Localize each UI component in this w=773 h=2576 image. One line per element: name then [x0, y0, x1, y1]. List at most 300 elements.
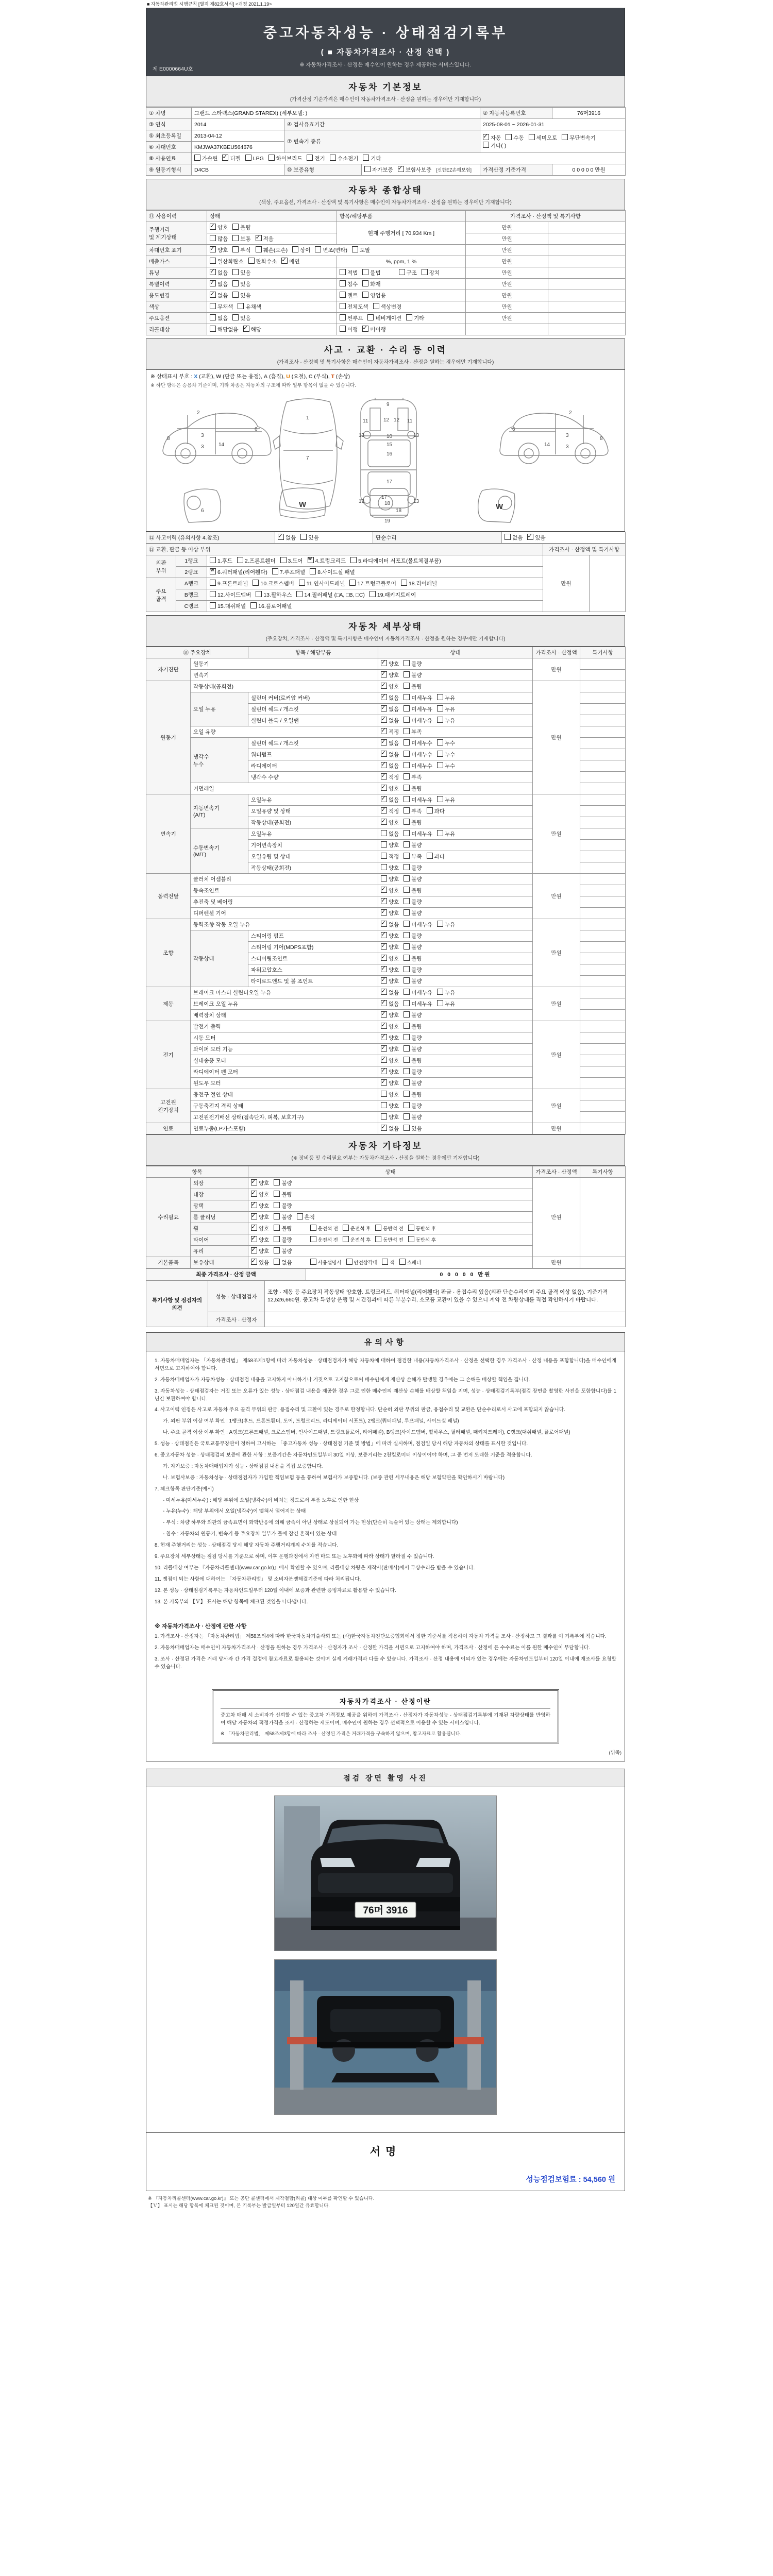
remark-cell	[580, 976, 626, 987]
item-options	[337, 324, 466, 335]
unchecked-checkbox	[310, 1259, 316, 1265]
checkbox-option: 가솔린	[194, 155, 217, 162]
unchecked-checkbox	[404, 717, 410, 723]
table-row	[146, 987, 626, 998]
checkbox-option: ✓ 양호	[251, 1213, 269, 1221]
svg-text:6: 6	[255, 427, 258, 432]
unchecked-checkbox	[404, 762, 410, 768]
back-page-marker: (뒤쪽)	[609, 1750, 621, 1756]
detail-status-table	[146, 647, 626, 1134]
checkbox-option: 불량	[404, 1068, 422, 1076]
svg-text:2: 2	[197, 410, 200, 416]
item-label: 추진축 및 베어링	[191, 896, 378, 908]
checkbox-option: 흔적	[297, 1213, 315, 1221]
notices-body	[146, 1351, 625, 1617]
field-label: ④ 검사유효기간	[284, 119, 480, 130]
item-label: 라디에이터 팬 모터	[191, 1066, 378, 1078]
checked-checkbox	[251, 1191, 257, 1197]
checkbox-option: 해당없음	[210, 326, 239, 333]
checked-checkbox	[251, 1247, 257, 1253]
state-options	[378, 851, 533, 862]
unchecked-checkbox	[364, 166, 371, 172]
checkbox-option: 있음	[232, 314, 250, 322]
inspection-photo-underbody	[274, 1959, 497, 2115]
status-code-letter: W	[216, 374, 222, 380]
checked-checkbox	[381, 966, 387, 972]
price-cell: 만원	[466, 245, 548, 256]
unchecked-checkbox	[404, 1079, 410, 1086]
item-label: 냉각수 수량	[248, 772, 378, 783]
price-cell: 만원	[533, 658, 580, 681]
state-options	[378, 942, 533, 953]
unchecked-checkbox	[210, 591, 216, 597]
remark-cell	[580, 692, 626, 704]
checkbox-option: 불량	[404, 1045, 422, 1053]
checkbox-option: 양호	[381, 1091, 399, 1098]
state-options	[378, 1066, 533, 1078]
unchecked-checkbox	[381, 864, 387, 870]
svg-text:3: 3	[201, 444, 204, 450]
checkbox-option: 동반석 후	[408, 1225, 436, 1232]
unchecked-checkbox	[437, 989, 443, 995]
remark-cell	[580, 885, 626, 896]
state-options	[378, 1089, 533, 1100]
notice-paragraph: 7. 체크항목 판단기준(예시)	[155, 1486, 214, 1492]
checked-checkbox	[243, 326, 249, 332]
remark-cell	[580, 817, 626, 828]
item-label: 작동상태(공회전)	[191, 681, 378, 692]
checkbox-option: ✓ 없음	[381, 762, 399, 770]
table-row	[146, 279, 626, 290]
remark-cell	[580, 783, 626, 794]
state-options	[207, 301, 337, 313]
remark-cell	[548, 233, 626, 245]
checked-checkbox	[210, 280, 216, 286]
checkbox-option: 3.도어	[280, 557, 303, 565]
remark-cell	[580, 1021, 626, 1032]
col-header: 항목 / 해당부품	[248, 647, 378, 658]
unchecked-checkbox	[529, 134, 535, 140]
form-reference: ■ 자동차관리법 시행규칙 [별지 제82호서식] <개정 2021.1.19>	[147, 2, 272, 7]
unchecked-checkbox	[404, 864, 410, 870]
checked-checkbox	[210, 269, 216, 275]
checkbox-option: 동반석 전	[375, 1225, 403, 1232]
rank-items	[207, 589, 543, 601]
checkbox-option: W 6.쿼터패널(리어휀다)	[210, 568, 267, 576]
checkbox-option: 불량	[404, 819, 422, 826]
final-price-table	[146, 1268, 626, 1280]
unchecked-checkbox	[404, 1057, 410, 1063]
price-notice-paragraph: 1. 가격조사 · 산정자는 「자동차관리법」 제58조의4에 따라 한국자동차기술사회 또는 (사)한국자동차진단보증협회에서 정한 기준서를 적용하여 자동차 가격을 조사 · 산정하고 그 결과를 이 기록부에 적습니다.	[155, 1634, 607, 1640]
unchecked-checkbox	[343, 1236, 349, 1242]
checkbox-option: 부족	[404, 728, 422, 736]
checkbox-option: 부식	[232, 246, 250, 254]
unchecked-checkbox	[300, 534, 307, 540]
state-options	[248, 1223, 533, 1234]
unchecked-checkbox	[381, 1091, 387, 1097]
svg-text:12: 12	[383, 417, 390, 423]
remark-cell	[580, 1257, 626, 1268]
item-options	[337, 267, 466, 279]
svg-text:13: 13	[413, 433, 419, 438]
col-header: ⑬ 교환, 판금 등 이상 부위	[146, 544, 543, 555]
table-row	[146, 245, 626, 256]
checkbox-option: 네비게이션	[367, 314, 401, 322]
remark-cell	[580, 1123, 626, 1134]
checkbox-option: 누수	[437, 751, 455, 758]
state-options	[378, 840, 533, 851]
checkbox-option: 도말	[352, 246, 370, 254]
unchecked-checkbox	[404, 1045, 410, 1052]
remark-cell	[548, 267, 626, 279]
item-label: 윈도우 모터	[191, 1078, 378, 1089]
item-label: 동력조향 작동 오일 누유	[191, 919, 378, 930]
checkbox-option: 있음	[232, 269, 250, 277]
price-cell: 만원	[533, 874, 580, 919]
checkbox-option: ✓ 양호	[381, 1023, 399, 1030]
insurance-fee-value: 54,560 원	[583, 2176, 615, 2184]
table-row	[146, 256, 626, 267]
checkbox-option: 안전삼각대	[346, 1259, 378, 1266]
status-code-letter: U	[286, 374, 290, 380]
price-cell: 만원	[533, 1021, 580, 1089]
remark-cell	[580, 908, 626, 919]
checkbox-option: ✓ 양호	[381, 1057, 399, 1064]
unchecked-checkbox	[315, 246, 321, 252]
insurance-fee-label: 성능점검보험료 :	[526, 2176, 581, 2184]
item-label: 발전기 출력	[191, 1021, 378, 1032]
remarks-author: 성능 · 상태점검자	[208, 1281, 265, 1312]
checkbox-option: 불량	[404, 1034, 422, 1042]
checkbox-option: 수소전기	[330, 155, 359, 162]
state-options	[248, 1246, 533, 1257]
unchecked-checkbox	[404, 1023, 410, 1029]
state-options	[378, 885, 533, 896]
state-options	[378, 953, 533, 964]
table-header-row	[146, 647, 626, 658]
item-label: 연료누출(LP가스포함)	[191, 1123, 378, 1134]
status-code-letter: X	[194, 374, 198, 380]
unchecked-checkbox	[210, 580, 216, 586]
unchecked-checkbox	[437, 796, 443, 802]
unchecked-checkbox	[375, 1236, 381, 1242]
checkbox-option: 11.인사이드패널	[299, 580, 345, 587]
checked-checkbox	[281, 258, 288, 264]
checked-checkbox	[483, 134, 489, 140]
unchecked-checkbox	[404, 694, 410, 700]
svg-text:14: 14	[219, 442, 225, 448]
checkbox-option: 누유	[437, 1000, 455, 1008]
unchecked-checkbox	[245, 155, 251, 161]
unchecked-checkbox	[404, 796, 410, 802]
state-options	[378, 749, 533, 760]
field-label: ③ 연식	[146, 119, 192, 130]
state-options	[378, 1112, 533, 1123]
item-label: 기어변속장치	[248, 840, 378, 851]
unchecked-checkbox	[404, 955, 410, 961]
section-detail-sub: (주요장치, 가격조사 · 산정액 및 특기사항은 매수인이 자동차가격조사 · 산정을 원하는 경우에만 기재합니다)	[265, 636, 506, 642]
rank-label: A랭크	[176, 578, 207, 589]
notices-title: 유의사항	[146, 1333, 625, 1351]
checkbox-option: ✓ 미이행	[362, 326, 385, 333]
checkbox-option: 잭	[382, 1259, 394, 1266]
section-overall-band	[146, 179, 625, 210]
state-options	[207, 313, 337, 324]
engine-type-value: D4CB	[192, 164, 284, 176]
item-label: 충전구 절연 상태	[191, 1089, 378, 1100]
unchecked-checkbox	[404, 705, 410, 711]
checkbox-option: 적정	[381, 853, 399, 860]
report-note: ※ 자동차가격조사 · 산정은 매수인이 원하는 경우 제공하는 서비스입니다.	[299, 62, 472, 68]
remark-cell	[580, 806, 626, 817]
unchecked-checkbox	[274, 1236, 280, 1242]
checkbox-option: 12.사이드멤버	[210, 591, 251, 599]
checkbox-option: 13.휠하우스	[256, 591, 292, 599]
checkbox-option: 있음	[404, 1125, 422, 1132]
state-options	[378, 681, 533, 692]
row-label: 리콜대상	[146, 324, 207, 335]
remark-cell	[580, 987, 626, 998]
table-row	[146, 532, 626, 544]
svg-text:17: 17	[381, 495, 388, 500]
checked-checkbox	[381, 1068, 387, 1074]
item-label: 타이로드엔드 및 볼 조인트	[248, 976, 378, 987]
state-options	[378, 1032, 533, 1044]
checkbox-option: 없음	[505, 534, 523, 541]
footer-lines	[146, 2191, 625, 2210]
checkbox-option: ✓ 보험사보증	[398, 166, 432, 174]
unchecked-checkbox	[296, 591, 303, 597]
price-cell: 만원	[543, 555, 590, 612]
row-label: 주행거리 및 계기상태	[146, 222, 207, 245]
remarks-author: 가격조사 · 산정자	[208, 1312, 265, 1327]
checked-checkbox	[251, 1225, 257, 1231]
checkbox-option: ✓ 없음	[381, 751, 399, 758]
price-cell: 만원	[533, 681, 580, 794]
svg-text:19: 19	[384, 518, 391, 524]
item-options	[337, 301, 466, 313]
checked-checkbox	[381, 1023, 387, 1029]
remark-cell	[580, 1010, 626, 1021]
price-cell: 만원	[533, 1178, 580, 1257]
transmission-options	[480, 130, 626, 153]
checkbox-option: ✓ 적음	[256, 235, 274, 243]
notice-paragraph: 5. 성능 · 상태점검은 국토교통부장관이 정하여 고시하는 「중고자동차 성능 · 상태점검 기준 및 방법」에 따라 실시하며, 점검일 당시 해당 자동차의 상태를 표시한 것입니다.	[155, 1441, 528, 1447]
table-row	[146, 1021, 626, 1032]
unchecked-checkbox	[210, 258, 216, 264]
unchecked-checkbox	[404, 921, 410, 927]
remark-cell	[580, 738, 626, 749]
checkbox-option: 장치	[422, 269, 440, 277]
remark-cell	[580, 1112, 626, 1123]
checkbox-option: 하이브리드	[268, 155, 303, 162]
unchecked-checkbox	[238, 303, 244, 309]
svg-text:9: 9	[386, 402, 390, 408]
group-label: 제동	[146, 987, 191, 1021]
table-row	[146, 153, 626, 164]
unchecked-checkbox	[404, 819, 410, 825]
item-options	[337, 290, 466, 301]
table-row	[146, 658, 626, 670]
item-label: 내장	[191, 1189, 248, 1200]
remark-cell	[580, 1055, 626, 1066]
row-label: 주요옵션	[146, 313, 207, 324]
unchecked-checkbox	[340, 292, 346, 298]
unchecked-checkbox	[343, 1225, 349, 1231]
unchecked-checkbox	[274, 1247, 280, 1253]
checkbox-option: ✓ 양호	[251, 1191, 269, 1198]
checkbox-option: ✓ 적정	[381, 773, 399, 781]
svg-text:18: 18	[396, 508, 402, 514]
price-definition-box	[212, 1689, 559, 1743]
unchecked-checkbox	[362, 269, 368, 275]
sub-group-label: 오일 누유	[191, 692, 248, 726]
section-basic-info-sub: (가격산정 기준가격은 매수인이 자동차가격조사 · 산정을 원하는 경우에만 기재합니다)	[290, 97, 481, 103]
checkbox-option: ✓ 양호	[251, 1236, 269, 1244]
unchecked-checkbox	[292, 246, 298, 252]
notice-paragraph: - 침수 : 자동차의 원동기, 변속기 등 주요장치 일부가 물에 잠긴 흔적이 있는 상태	[163, 1531, 337, 1537]
notice-paragraph: 2. 자동차매매업자가 자동차성능 · 상태점검 내용을 고지하지 아니하거나 거짓으로 고지함으로써 매수인에게 재산상 손해가 발생한 경우에는 그 손해를 배상할 책임을 집니다.	[155, 1377, 530, 1383]
unchecked-checkbox	[404, 1034, 410, 1040]
item-label: 보유상태	[191, 1257, 248, 1268]
checkbox-option: 불량	[404, 671, 422, 679]
unchecked-checkbox	[210, 235, 216, 241]
table-row	[146, 1257, 626, 1268]
checkbox-option: 불량	[232, 224, 250, 231]
checkbox-option: 운전석 후	[343, 1236, 371, 1243]
col-header: 가격조사 · 산정액	[533, 647, 580, 658]
checkbox-option: ✓ 없음	[381, 1125, 399, 1132]
table-header-row	[146, 1166, 626, 1178]
checkbox-option: 없음	[274, 1259, 292, 1266]
checkbox-option: 색상변경	[373, 303, 402, 311]
checkbox-option: ✓ 없음	[381, 796, 399, 804]
status-code-note: ※ 하단 항목은 승용차 기준이며, 기타 차종은 자동차의 구조에 따라 일부 항목이 없을 수 있습니다.	[146, 381, 625, 391]
checkbox-option: 양호	[381, 1113, 399, 1121]
remark-cell	[580, 874, 626, 885]
table-row	[146, 1269, 626, 1280]
table-header-row	[146, 544, 626, 555]
checkbox-option: 동반석 전	[375, 1236, 403, 1243]
checked-checkbox	[251, 1179, 257, 1185]
field-label: ⑧ 사용연료	[146, 153, 192, 164]
checkbox-option: 16.플로어패널	[250, 602, 292, 610]
checkbox-option: 양호	[381, 864, 399, 872]
checkbox-option: 누유	[437, 705, 455, 713]
remark-cell	[580, 1078, 626, 1089]
group-label: 동력전달	[146, 874, 191, 919]
price-notices-title: ※ 자동차가격조사 · 산정에 관한 사항	[155, 1623, 247, 1630]
unchecked-checkbox	[274, 1179, 280, 1185]
checkbox-option: 1.후드	[210, 557, 232, 565]
svg-text:11: 11	[363, 418, 368, 424]
svg-text:W: W	[299, 500, 307, 509]
unchecked-checkbox	[253, 580, 259, 586]
checkbox-option: ✓ 양호	[381, 932, 399, 940]
table-row	[146, 681, 626, 692]
unchecked-checkbox	[194, 155, 200, 161]
rank-label: B랭크	[176, 589, 207, 601]
checked-checkbox	[251, 1213, 257, 1219]
unchecked-checkbox	[404, 909, 410, 916]
checkbox-option: 18.리어패널	[401, 580, 437, 587]
unchecked-checkbox	[299, 580, 305, 586]
checkbox-option: ✓ 양호	[381, 683, 399, 690]
state-options	[248, 1257, 533, 1268]
checkbox-option: 사용설명서	[310, 1259, 342, 1266]
col-header: 특기사항	[580, 1166, 626, 1178]
item-label: 오일유량 및 상태	[248, 806, 378, 817]
unchecked-checkbox	[274, 1191, 280, 1197]
table-row	[146, 290, 626, 301]
checkbox-option: ✓ 양호	[210, 246, 228, 254]
item-label: 커먼레일	[191, 783, 378, 794]
svg-text:W: W	[496, 502, 503, 511]
checkbox-option: 수동	[506, 134, 524, 142]
remark-cell	[580, 715, 626, 726]
state-options	[378, 715, 533, 726]
item-label: 등속조인트	[191, 885, 378, 896]
checkbox-option: 침수	[340, 280, 358, 288]
unchecked-checkbox	[404, 887, 410, 893]
unchecked-checkbox	[404, 773, 410, 779]
checked-checkbox	[381, 751, 387, 757]
remark-cell	[548, 245, 626, 256]
notice-paragraph: - 누유(누수) : 해당 부위에서 오일(냉각수)이 맺혀서 떨어지는 상태	[163, 1509, 306, 1515]
unchecked-checkbox	[256, 246, 262, 252]
state-options	[378, 704, 533, 715]
table-row	[146, 130, 626, 142]
section-detail-title: 자동차 세부상태	[348, 622, 423, 632]
footer-note-2: 【Ｖ】 표시는 해당 항목에 체크된 것이며, 본 기록부는 발급일부터 120일간 유효합니다.	[148, 2203, 330, 2209]
checkbox-option: 불량	[404, 977, 422, 985]
checkbox-option: ✓ 있음	[527, 534, 545, 541]
row-label: 특별이력	[146, 279, 207, 290]
state-options	[378, 862, 533, 874]
checkbox-option: ✓ 없음	[381, 989, 399, 996]
state-options	[378, 1055, 533, 1066]
checkbox-option: 불량	[274, 1179, 292, 1187]
remarks-text	[265, 1312, 626, 1327]
state-options	[378, 794, 533, 806]
svg-text:2: 2	[569, 410, 572, 416]
checked-checkbox	[381, 955, 387, 961]
field-label: 가격산정 기준가격	[480, 164, 552, 176]
unchecked-checkbox	[268, 155, 275, 161]
table-row	[146, 1123, 626, 1134]
unchecked-checkbox	[210, 314, 216, 320]
checked-checkbox	[381, 762, 387, 768]
unchecked-checkbox	[274, 1259, 280, 1265]
status-code-letter: C	[308, 374, 313, 380]
checkbox-option: 미세누수	[404, 751, 432, 758]
item-label: 오일누유	[248, 794, 378, 806]
notice-paragraph: 9. 주요장치 세부상태는 점검 당시를 기준으로 하며, 이후 운행과정에서 자연 마모 또는 노후화에 따라 상태가 달라질 수 있습니다.	[155, 1554, 434, 1560]
field-label: ⑤ 최초등록일	[146, 130, 192, 142]
item-label: 작동상태(공회전)	[248, 817, 378, 828]
col-header: 항목/해당부품	[337, 211, 466, 222]
unchecked-checkbox	[274, 1225, 280, 1231]
checked-checkbox	[210, 246, 216, 252]
unchecked-checkbox	[437, 762, 443, 768]
unchecked-checkbox	[404, 1091, 410, 1097]
item-label: 라디에이터	[248, 760, 378, 772]
state-options	[207, 267, 337, 279]
unchecked-checkbox	[404, 1113, 410, 1120]
item-label: 휠	[191, 1223, 248, 1234]
checkbox-option: 미세누수	[404, 739, 432, 747]
group-label: 수리필요	[146, 1178, 191, 1257]
